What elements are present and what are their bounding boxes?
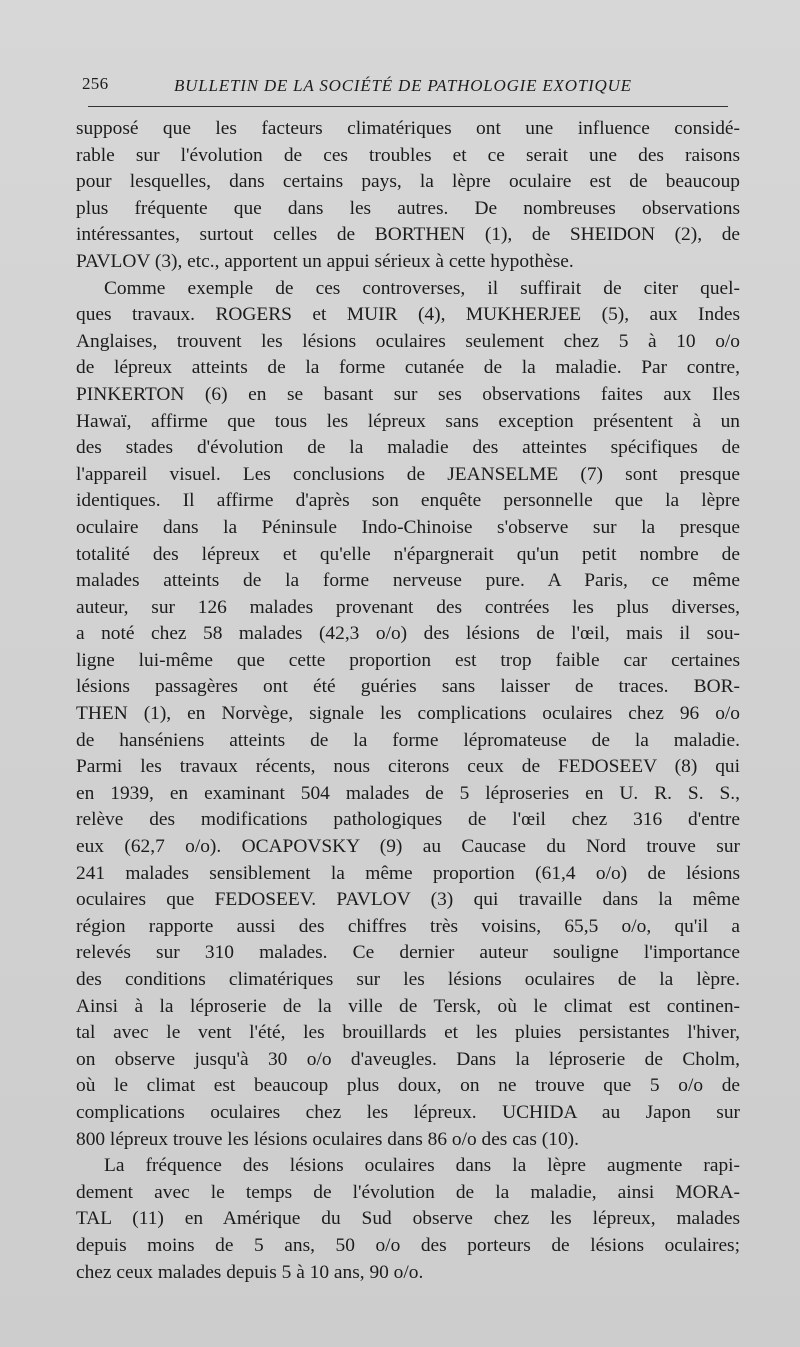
page-number: 256	[82, 74, 109, 93]
text-line: l'appareil visuel. Les conclusions de JEANSELME (7) sont presque	[76, 463, 740, 485]
text-line: dement avec le temps de l'évolution de la maladie, ainsi MORA-	[76, 1181, 740, 1203]
text-line: La fréquence des lésions oculaires dans la lèpre augmente rapi-	[104, 1155, 740, 1177]
text-line: intéressantes, surtout celles de BORTHEN (1), de SHEIDON (2), de	[76, 224, 740, 246]
text-line: totalité des lépreux et qu'elle n'épargnerait qu'un petit nombre de	[76, 543, 740, 565]
text-line: oculaire dans la Péninsule Indo-Chinoise s'observe sur la presque	[76, 516, 740, 538]
text-line: identiques. Il affirme d'après son enquête personnelle que la lèpre	[76, 490, 740, 512]
text-line: Comme exemple de ces controverses, il suffirait de citer quel-	[104, 277, 740, 299]
text-line: eux (62,7 o/o). OCAPOVSKY (9) au Caucase du Nord trouve sur	[76, 836, 740, 858]
text-line: malades atteints de la forme nerveuse pure. A Paris, ce même	[76, 570, 740, 592]
text-line: Hawaï, affirme que tous les lépreux sans exception présentent à un	[76, 410, 740, 432]
text-line: chez ceux malades depuis 5 à 10 ans, 90 o/o.	[76, 1261, 424, 1283]
text-line: THEN (1), en Norvège, signale les complications oculaires chez 96 o/o	[76, 703, 740, 725]
text-line: depuis moins de 5 ans, 50 o/o des porteurs de lésions oculaires;	[76, 1234, 740, 1256]
running-title: BULLETIN DE LA SOCIÉTÉ DE PATHOLOGIE EXOTIQUE	[174, 76, 632, 95]
text-line: Anglaises, trouvent les lésions oculaires seulement chez 5 à 10 o/o	[76, 330, 740, 352]
text-line: 241 malades sensiblement la même proportion (61,4 o/o) de lésions	[76, 862, 740, 884]
text-line: pour lesquelles, dans certains pays, la lèpre oculaire est de beaucoup	[76, 171, 740, 193]
text-line: Ainsi à la léproserie de la ville de Tersk, où le climat est continen-	[76, 995, 740, 1017]
text-line: plus fréquente que dans les autres. De nombreuses observations	[76, 197, 740, 219]
text-line: complications oculaires chez les lépreux. UCHIDA au Japon sur	[76, 1101, 740, 1123]
text-line: PINKERTON (6) en se basant sur ses observations faites aux Iles	[76, 383, 740, 405]
text-line: tal avec le vent l'été, les brouillards et les pluies persistantes l'hiver,	[76, 1022, 740, 1044]
text-line: relevés sur 310 malades. Ce dernier auteur souligne l'importance	[76, 942, 740, 964]
text-line: Parmi les travaux récents, nous citerons ceux de FEDOSEEV (8) qui	[76, 756, 740, 778]
text-line: de hanséniens atteints de la forme lépromateuse de la maladie.	[76, 729, 740, 751]
text-line: des conditions climatériques sur les lésions oculaires de la lèpre.	[76, 969, 740, 990]
text-line: région rapporte aussi des chiffres très voisins, 65,5 o/o, qu'il a	[76, 915, 740, 937]
text-line: rable sur l'évolution de ces troubles et ce serait une des raisons	[76, 144, 740, 166]
text-line: de lépreux atteints de la forme cutanée de la maladie. Par contre,	[76, 357, 740, 379]
text-line: a noté chez 58 malades (42,3 o/o) des lésions de l'œil, mais il sou-	[76, 623, 740, 645]
text-line: PAVLOV (3), etc., apportent un appui sérieux à cette hypothèse.	[76, 250, 574, 272]
text-line: on observe jusqu'à 30 o/o d'aveugles. Dans la léproserie de Cholm,	[76, 1048, 740, 1070]
text-line: où le climat est beaucoup plus doux, on ne trouve que 5 o/o de	[76, 1075, 740, 1097]
text-line: TAL (11) en Amérique du Sud observe chez les lépreux, malades	[76, 1208, 740, 1230]
text-line: ques travaux. ROGERS et MUIR (4), MUKHERJEE (5), aux Indes	[76, 304, 740, 326]
text-line: des stades d'évolution de la maladie des atteintes spécifiques de	[76, 437, 740, 459]
text-line: ligne lui-même que cette proportion est trop faible car certaines	[76, 649, 740, 671]
text-line: lésions passagères ont été guéries sans laisser de traces. BOR-	[76, 676, 740, 698]
header-rule	[88, 106, 728, 107]
text-line: 800 lépreux trouve les lésions oculaires dans 86 o/o des cas (10).	[76, 1128, 579, 1150]
page-header	[78, 72, 728, 106]
text-line: auteur, sur 126 malades provenant des contrées les plus diverses,	[76, 596, 740, 618]
text-line: oculaires que FEDOSEEV. PAVLOV (3) qui travaille dans la même	[76, 889, 740, 911]
body-text	[76, 116, 740, 1286]
text-line: supposé que les facteurs climatériques ont une influence considé-	[76, 118, 740, 139]
text-line: relève des modifications pathologiques de l'œil chez 316 d'entre	[76, 809, 740, 831]
text-line: en 1939, en examinant 504 malades de 5 léproseries en U. R. S. S.,	[76, 782, 740, 804]
